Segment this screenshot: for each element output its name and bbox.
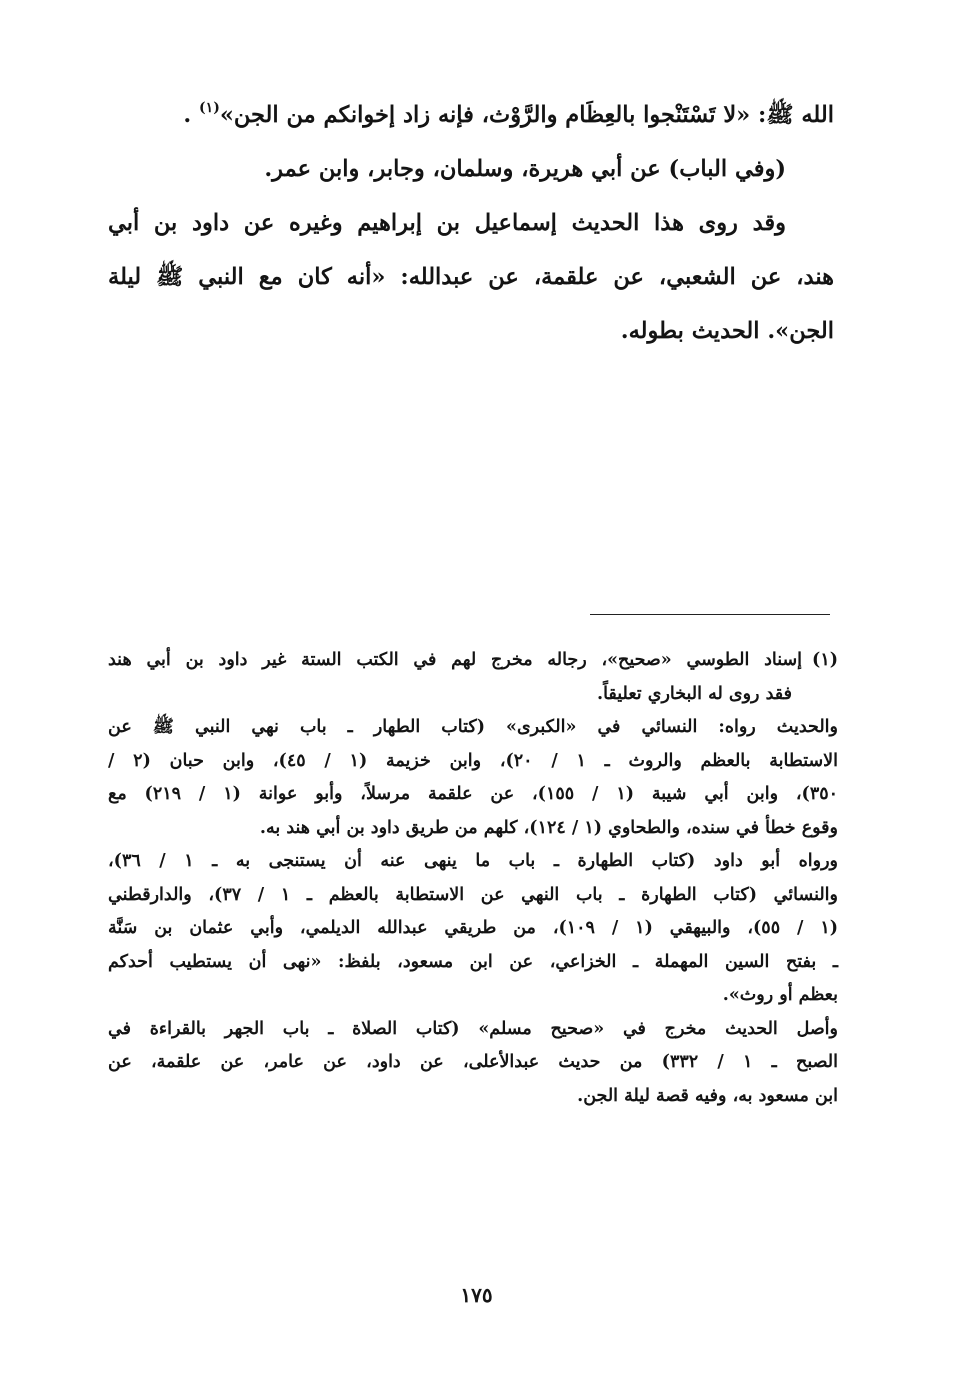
footnote-line: ورواه أبو داود (كتاب الطهارة ـ باب ما ينهى عنه أن يستنجى به ـ ١ / ٣٦)، (108, 851, 838, 871)
main-line (108, 88, 834, 142)
footnote-number: (١) (812, 650, 838, 670)
footnote-line: فقد روى له البخاري تعليقاً. (596, 683, 792, 704)
footnote-line: بعظم أو روث». (722, 985, 838, 1005)
footnote-line: ابن مسعود به، وفيه قصة ليلة الجن. (577, 1085, 838, 1106)
footnote-line: الصبح ـ ١ / ٣٣٢) من حديث عبدالأعلى، عن داود، عن عامر، عن علقمة، عن (108, 1052, 838, 1072)
footnote-line (108, 644, 838, 678)
main-line: هند، عن الشعبي، عن علقمة، عن عبدالله: «أنه كان مع النبي ﷺ ليلة (108, 264, 834, 290)
footnote-line: الاستطابة بالعظم والروث ـ ١ / ٢٠)، وابن خزيمة (١ / ٤٥)، وابن حبان (٢ / (108, 750, 838, 771)
main-line: (وفي الباب) عن أبي هريرة، وسلمان، وجابر، وابن عمر. (264, 156, 786, 182)
main-line-end: . (183, 102, 200, 128)
footnote-line: وقوع خطأ في سنده، والطحاوي (١ / ١٢٤)، كلهم من طريق داود بن أبي هند به. (259, 817, 838, 838)
footnote-line: ـ بفتح السين المهملة ـ الخزاعي، عن ابن مسعود، بلفظ: «نهى أن يستطيب أحدكم (108, 951, 838, 972)
footnote-text: إسناد الطوسي «صحيح»، رجاله مخرج لهم في الكتب الستة غير داود بن أبي هند (108, 650, 803, 670)
footnote-line: (١ / ٥٥)، والبيهقي (١ / ١٠٩)، من طريقي عبدالله الديلمي، وأبي عثمان بن سَنَّة (108, 918, 838, 938)
footnote-line: والحديث رواه: النسائي في «الكبرى» (كتاب الطهار ـ باب نهي النبي ﷺ عن (108, 717, 838, 737)
main-line: وقد روى هذا الحديث إسماعيل بن إبراهيم وغيره عن داود بن أبي (108, 210, 786, 236)
footnote-line: وأصل الحديث مخرج في «صحيح مسلم» (كتاب الصلاة ـ باب الجهر بالقراءة في (108, 1018, 838, 1039)
footnote-divider (590, 614, 830, 615)
footnote-ref[interactable]: (١) (199, 100, 220, 116)
main-text (108, 88, 834, 358)
footnotes (108, 644, 838, 1113)
main-line-text: الله ﷺ: «لا تَسْتَنْجوا بالعِظَام والرَّوْث، فإنه زاد إخوانكم من الجن» (219, 102, 834, 128)
footnote-line: والنسائي (كتاب الطهارة ـ باب النهي عن الاستطابة بالعظم ـ ١ / ٣٧)، والدارقطني (108, 884, 838, 905)
footnote-line: ٣٥٠)، وابن أبي شيبة (١ / ١٥٥)، عن علقمة مرسلاً، وأبو عوانة (١ / ٢١٩) مع (108, 784, 839, 804)
main-line: الجن». الحديث بطوله. (620, 318, 834, 344)
page-number: ١٧٥ (460, 1283, 493, 1307)
